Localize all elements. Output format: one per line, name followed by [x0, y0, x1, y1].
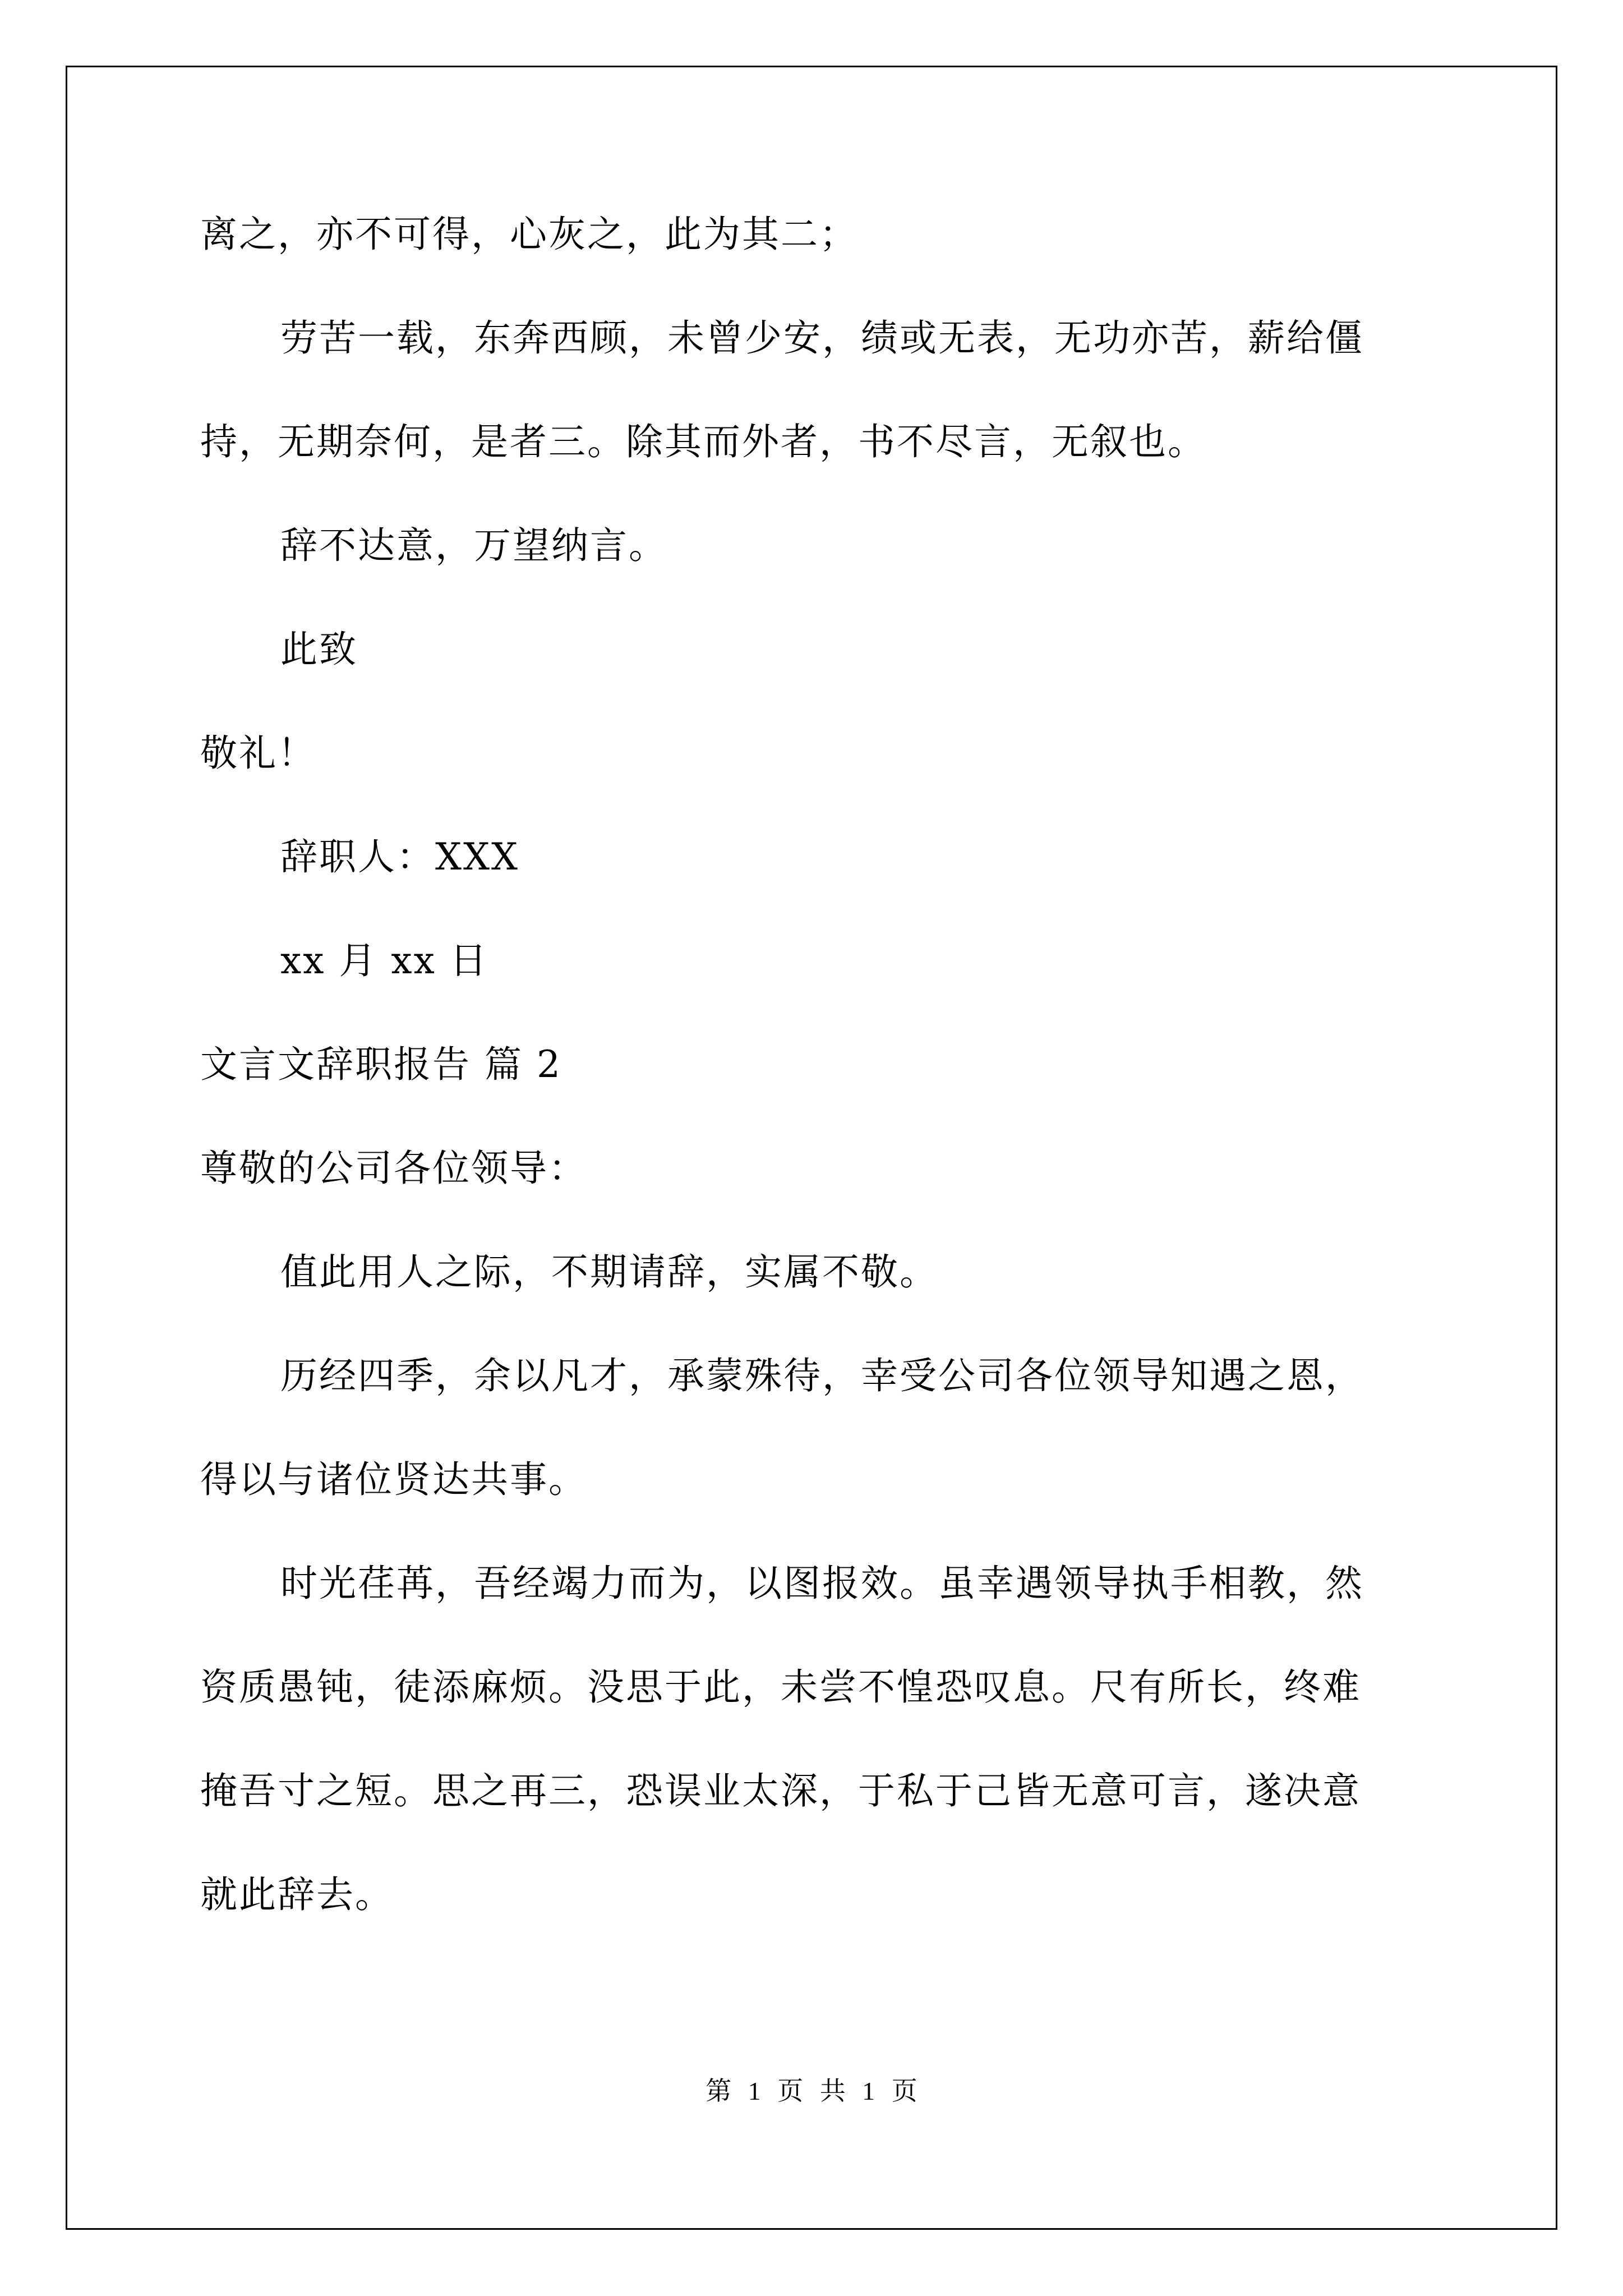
body-line: 值此用人之际，不期请辞，实属不敬。 — [280, 1250, 938, 1294]
body-line: 就此辞去。 — [200, 1873, 394, 1916]
body-line: 时光荏苒，吾经竭力而为，以图报效。虽幸遇领导执手相教，然 — [280, 1562, 1364, 1605]
section-heading: 文言文辞职报告 篇 2 — [200, 1043, 562, 1086]
date-line: xx 月 xx 日 — [280, 939, 488, 982]
body-line: 历经四季，余以凡才，承蒙殊待，幸受公司各位领导知遇之恩， — [280, 1354, 1364, 1397]
body-line: 资质愚钝，徒添麻烦。没思于此，未尝不惶恐叹息。尺有所长，终难 — [200, 1665, 1361, 1709]
body-line: 离之，亦不可得，心灰之，此为其二； — [200, 213, 858, 256]
closing-line: 此致 — [280, 628, 358, 671]
salutation-line: 敬礼！ — [200, 731, 316, 775]
body-line: 劳苦一载，东奔西顾，未曾少安，绩或无表，无功亦苦，薪给僵 — [280, 316, 1364, 360]
body-line: 得以与诸位贤达共事。 — [200, 1458, 587, 1501]
signature-line: 辞职人：XXX — [280, 835, 519, 878]
body-line: 掩吾寸之短。思之再三，恐误业太深，于私于己皆无意可言，遂决意 — [200, 1769, 1361, 1812]
greeting-line: 尊敬的公司各位领导： — [200, 1147, 587, 1190]
body-line: 辞不达意，万望纳言。 — [280, 524, 667, 567]
body-line: 持，无期奈何，是者三。除其而外者，书不尽言，无叙也。 — [200, 420, 1206, 463]
page-number-footer: 第 1 页 共 1 页 — [706, 2077, 917, 2105]
